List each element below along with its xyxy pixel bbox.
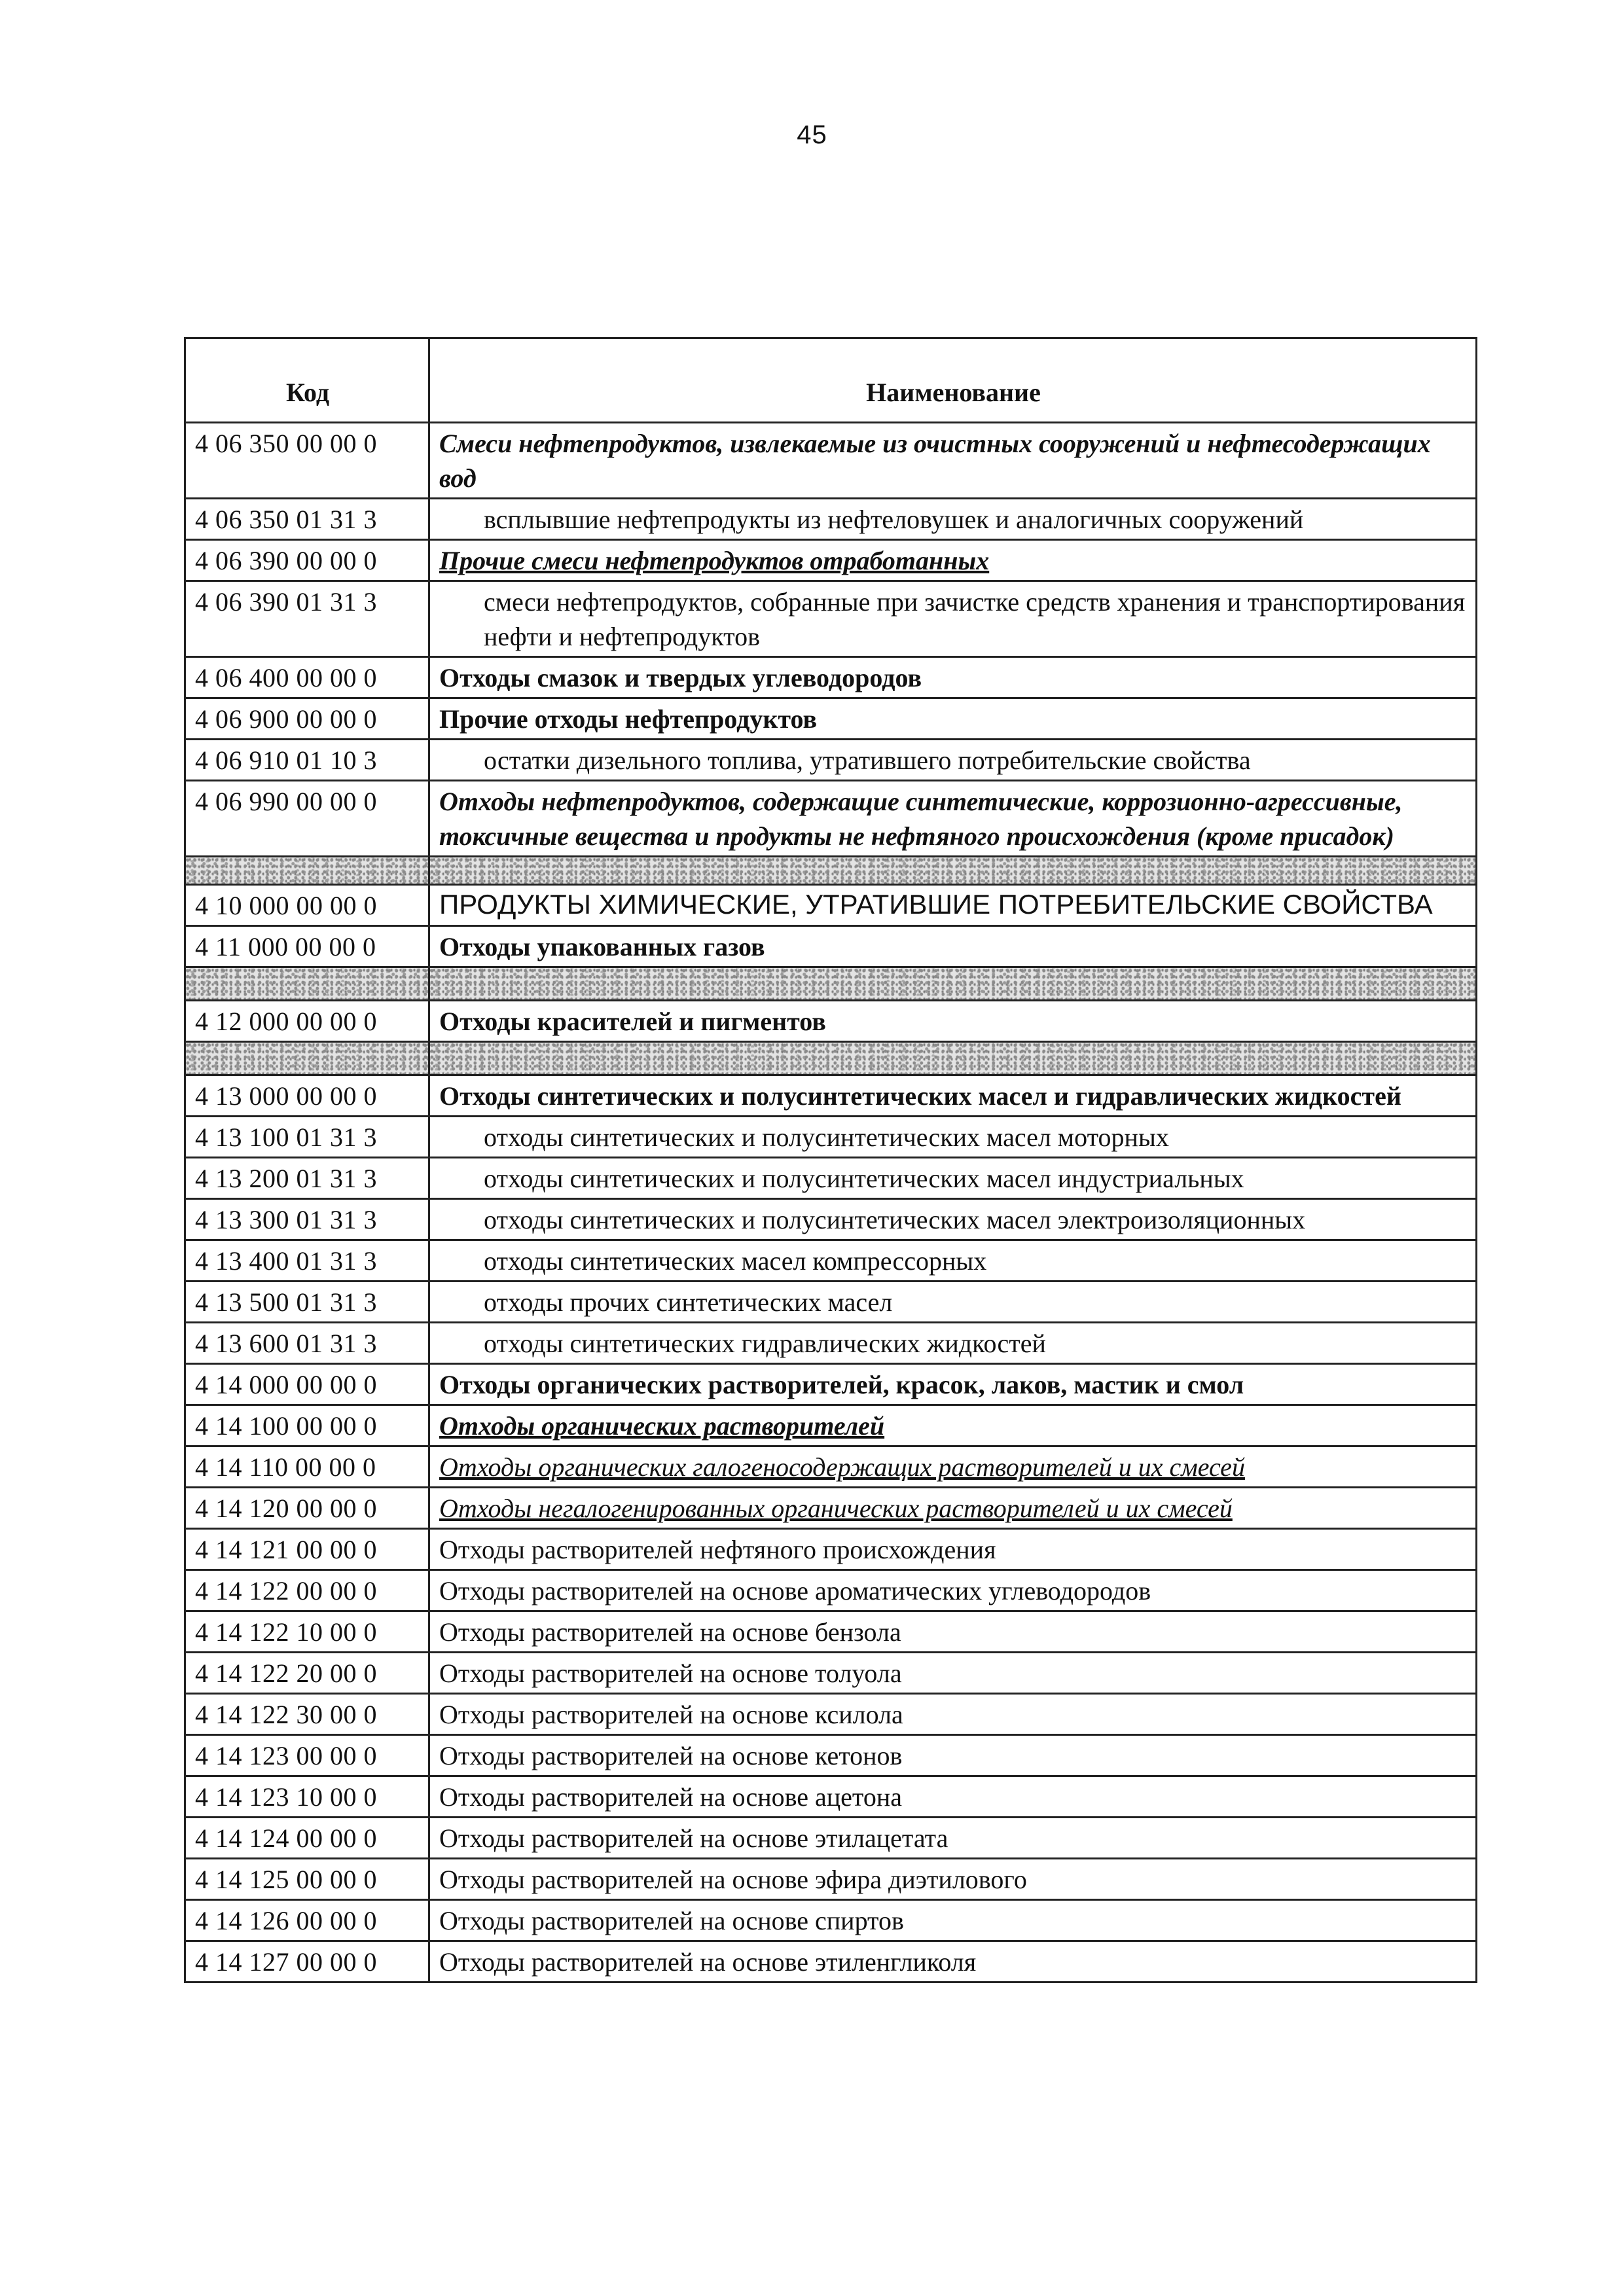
header-name: Наименование (429, 338, 1477, 423)
table-row (185, 885, 1477, 926)
table-row (185, 1488, 1477, 1529)
table-row (185, 1735, 1477, 1776)
waste-code: 4 06 990 00 00 0 (185, 781, 429, 857)
waste-name: отходы синтетических и полусинтетических масел моторных (429, 1117, 1477, 1158)
table-row (185, 781, 1477, 857)
table-row (185, 1282, 1477, 1323)
table-row (185, 1611, 1477, 1653)
waste-name: Отходы нефтепродуктов, содержащие синтетические, коррозионно-агрессивные, токсичные вещества и продукты не нефтяного происхождения (кроме присадок) (429, 781, 1477, 857)
table-row (185, 1859, 1477, 1900)
waste-name: Отходы синтетических и полусинтетических масел и гидравлических жидкостей (429, 1075, 1477, 1117)
table-row (185, 1075, 1477, 1117)
waste-name: ПРОДУКТЫ ХИМИЧЕСКИЕ, УТРАТИВШИЕ ПОТРЕБИТЕЛЬСКИЕ СВОЙСТВА (429, 885, 1477, 926)
scan-noise-cell (185, 967, 429, 1001)
waste-code: 4 06 910 01 10 3 (185, 740, 429, 781)
scan-noise-cell (429, 1042, 1477, 1075)
waste-code: 4 14 100 00 00 0 (185, 1405, 429, 1446)
header-code: Код (185, 338, 429, 423)
table-row (185, 1529, 1477, 1570)
scan-noise-row (185, 967, 1477, 1001)
waste-name: Отходы растворителей на основе эфира диэтилового (429, 1859, 1477, 1900)
table-row (185, 1001, 1477, 1042)
waste-code: 4 13 000 00 00 0 (185, 1075, 429, 1117)
table-row (185, 499, 1477, 540)
waste-code: 4 13 500 01 31 3 (185, 1282, 429, 1323)
waste-name: отходы синтетических и полусинтетических масел электроизоляционных (429, 1199, 1477, 1240)
waste-name: отходы синтетических масел компрессорных (429, 1240, 1477, 1282)
waste-code: 4 10 000 00 00 0 (185, 885, 429, 926)
waste-name: Отходы негалогенированных органических растворителей и их смесей (429, 1488, 1477, 1529)
scan-noise-row (185, 857, 1477, 885)
waste-name: смеси нефтепродуктов, собранные при зачистке средств хранения и транспортирования нефти и нефтепродуктов (429, 581, 1477, 657)
table-row (185, 1117, 1477, 1158)
waste-code: 4 06 900 00 00 0 (185, 698, 429, 740)
table-row (185, 1199, 1477, 1240)
waste-name: Отходы упакованных газов (429, 926, 1477, 967)
table-row (185, 1818, 1477, 1859)
waste-name: Отходы органических растворителей (429, 1405, 1477, 1446)
waste-code: 4 12 000 00 00 0 (185, 1001, 429, 1042)
table-row (185, 657, 1477, 698)
waste-name: всплывшие нефтепродукты из нефтеловушек и аналогичных сооружений (429, 499, 1477, 540)
waste-name: Отходы органических галогеносодержащих растворителей и их смесей (429, 1446, 1477, 1488)
waste-name: отходы синтетических гидравлических жидкостей (429, 1323, 1477, 1364)
table-row (185, 540, 1477, 581)
waste-code: 4 13 100 01 31 3 (185, 1117, 429, 1158)
waste-code: 4 06 350 01 31 3 (185, 499, 429, 540)
waste-code: 4 14 123 10 00 0 (185, 1776, 429, 1818)
table-row (185, 1941, 1477, 1982)
waste-code: 4 14 122 30 00 0 (185, 1694, 429, 1735)
table-row (185, 1900, 1477, 1941)
waste-name: Отходы растворителей на основе спиртов (429, 1900, 1477, 1941)
table-row (185, 1240, 1477, 1282)
waste-code: 4 14 110 00 00 0 (185, 1446, 429, 1488)
waste-code: 4 14 121 00 00 0 (185, 1529, 429, 1570)
waste-name: Смеси нефтепродуктов, извлекаемые из очистных сооружений и нефтесодержащих вод (429, 423, 1477, 499)
waste-code: 4 13 300 01 31 3 (185, 1199, 429, 1240)
waste-code: 4 13 600 01 31 3 (185, 1323, 429, 1364)
waste-code: 4 14 125 00 00 0 (185, 1859, 429, 1900)
table-row (185, 1776, 1477, 1818)
waste-code: 4 14 126 00 00 0 (185, 1900, 429, 1941)
table-row (185, 926, 1477, 967)
waste-name: Отходы растворителей на основе этиленгликоля (429, 1941, 1477, 1982)
scan-noise-cell (185, 857, 429, 885)
waste-code: 4 14 122 10 00 0 (185, 1611, 429, 1653)
waste-name: Отходы растворителей на основе ацетона (429, 1776, 1477, 1818)
waste-code: 4 14 000 00 00 0 (185, 1364, 429, 1405)
waste-code: 4 06 400 00 00 0 (185, 657, 429, 698)
waste-code: 4 14 122 00 00 0 (185, 1570, 429, 1611)
table-row (185, 581, 1477, 657)
scan-noise-cell (429, 967, 1477, 1001)
waste-name: отходы прочих синтетических масел (429, 1282, 1477, 1323)
waste-name: Отходы органических растворителей, красок, лаков, мастик и смол (429, 1364, 1477, 1405)
table-row (185, 1323, 1477, 1364)
waste-name: Отходы растворителей на основе этилацетата (429, 1818, 1477, 1859)
waste-name: остатки дизельного топлива, утратившего потребительские свойства (429, 740, 1477, 781)
waste-code: 4 06 390 00 00 0 (185, 540, 429, 581)
waste-code: 4 06 390 01 31 3 (185, 581, 429, 657)
waste-name: Отходы растворителей нефтяного происхождения (429, 1529, 1477, 1570)
waste-code: 4 13 400 01 31 3 (185, 1240, 429, 1282)
waste-code: 4 14 122 20 00 0 (185, 1653, 429, 1694)
table-row (185, 1405, 1477, 1446)
table-body (185, 423, 1477, 1982)
waste-code-table (184, 337, 1477, 1983)
waste-name: Отходы смазок и твердых углеводородов (429, 657, 1477, 698)
waste-name: Отходы растворителей на основе толуола (429, 1653, 1477, 1694)
waste-code: 4 14 120 00 00 0 (185, 1488, 429, 1529)
waste-code: 4 14 124 00 00 0 (185, 1818, 429, 1859)
waste-name: отходы синтетических и полусинтетических масел индустриальных (429, 1158, 1477, 1199)
waste-code: 4 14 123 00 00 0 (185, 1735, 429, 1776)
waste-name: Отходы растворителей на основе кетонов (429, 1735, 1477, 1776)
table-header-row (185, 338, 1477, 423)
waste-code: 4 14 127 00 00 0 (185, 1941, 429, 1982)
table-row (185, 423, 1477, 499)
table-row (185, 698, 1477, 740)
waste-code: 4 11 000 00 00 0 (185, 926, 429, 967)
table-row (185, 1364, 1477, 1405)
page-number: 45 (797, 120, 827, 149)
table-row (185, 1694, 1477, 1735)
waste-name: Прочие смеси нефтепродуктов отработанных (429, 540, 1477, 581)
scan-noise-cell (429, 857, 1477, 885)
waste-code: 4 13 200 01 31 3 (185, 1158, 429, 1199)
waste-code: 4 06 350 00 00 0 (185, 423, 429, 499)
table-row (185, 1570, 1477, 1611)
table-row (185, 1158, 1477, 1199)
waste-name: Отходы растворителей на основе бензола (429, 1611, 1477, 1653)
waste-name: Отходы растворителей на основе ароматических углеводородов (429, 1570, 1477, 1611)
table-row (185, 1653, 1477, 1694)
table-row (185, 1446, 1477, 1488)
waste-name: Прочие отходы нефтепродуктов (429, 698, 1477, 740)
table-row (185, 740, 1477, 781)
scan-noise-row (185, 1042, 1477, 1075)
scan-noise-cell (185, 1042, 429, 1075)
waste-name: Отходы красителей и пигментов (429, 1001, 1477, 1042)
waste-name: Отходы растворителей на основе ксилола (429, 1694, 1477, 1735)
